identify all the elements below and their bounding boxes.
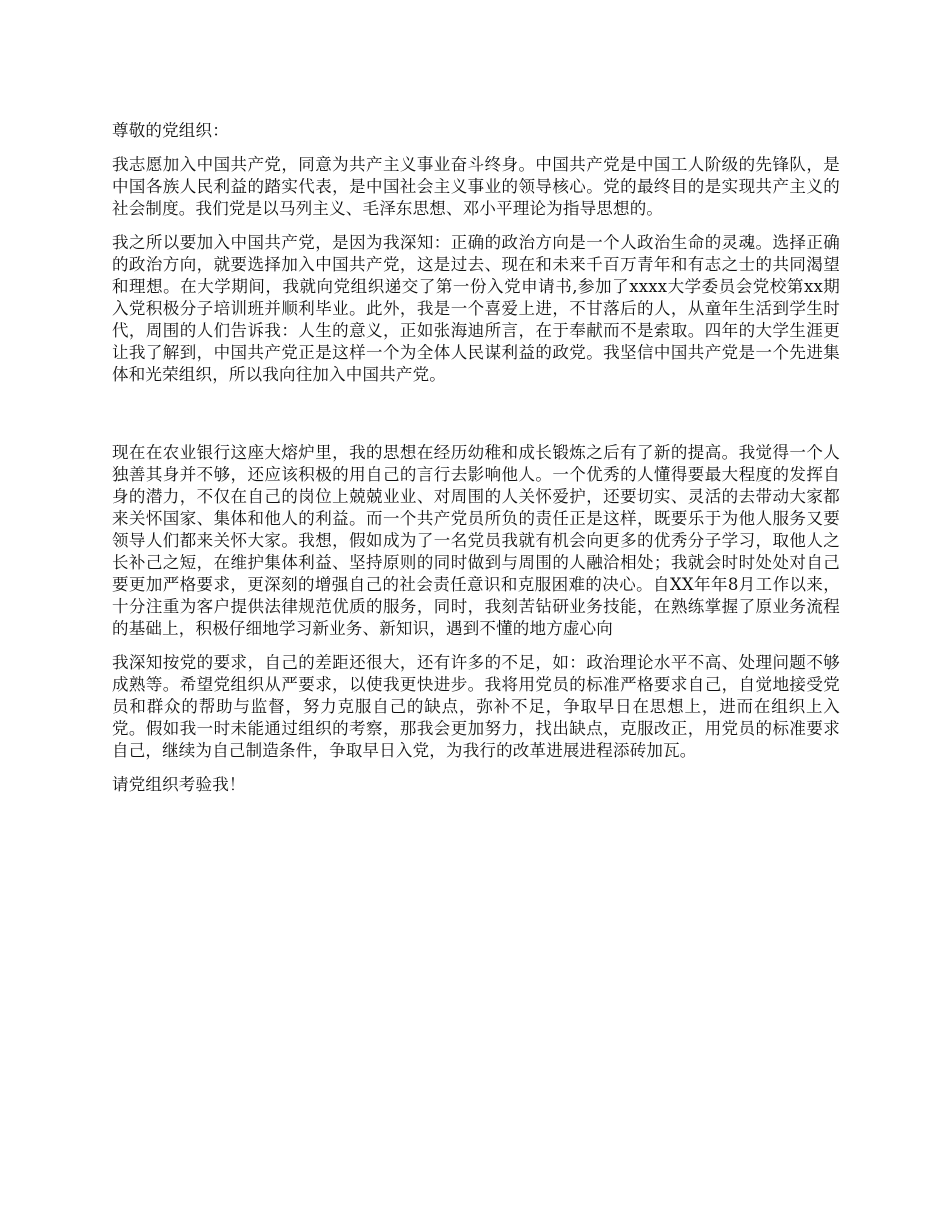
paragraph-3: 现在在农业银行这座大熔炉里，我的思想在经历幼稚和成长锻炼之后有了新的提高。我觉得一个人独善其身并不够，还应该积极的用自己的言行去影响他人。一个优秀的人懂得要最大程度的发挥自身的潜力，不仅在自己的岗位上兢兢业业、对周围的人关怀爱护，还要切实、灵活的去带动大家都来关怀国家、集体和他人的利益。而一个共产党员所负的责任正是这样，既要乐于为他人服务又要领导人们都来关怀大家。我想，假如成为了一名党员我就有机会向更多的优秀分子学习，取他人之长补己之短，在维护集体利益、坚持原则的同时做到与周围的人融洽相处；我就会时时处处对自己要更加严格要求，更深刻的增强自己的社会责任意识和克服困难的决心。自XX年年8月工作以来，十分注重为客户提供法律规范优质的服务，同时，我刻苦钻研业务技能，在熟练掌握了原业务流程的基础上，积极仔细地学习新业务、新知识，遇到不懂的地方虚心向 <box>112 443 840 638</box>
salutation: 尊敬的党组织： <box>112 121 229 140</box>
paragraph-2: 我之所以要加入中国共产党，是因为我深知：正确的政治方向是一个人政治生命的灵魂。选择正确的政治方向，就要选择加入中国共产党，这是过去、现在和未来千百万青年和有志之士的共同渴望和理想。在大学期间，我就向党组织递交了第一份入党申请书,参加了xxxx大学委员会党校第xx期入党积极分子培训班并顺利毕业。此外，我是一个喜爱上进，不甘落后的人，从童年生活到学生时代，周围的人们告诉我：人生的意义，正如张海迪所言，在于奉献而不是索取。四年的大学生涯更让我了解到，中国共产党正是这样一个为全体人民谋利益的政党。我坚信中国共产党是一个先进集体和光荣组织，所以我向往加入中国共产党。 <box>112 233 840 384</box>
paragraph-4: 我深知按党的要求，自己的差距还很大，还有许多的不足，如：政治理论水平不高、处理问题不够成熟等。希望党组织从严要求，以使我更快进步。我将用党员的标准严格要求自己，自觉地接受党员和群众的帮助与监督，努力克服自己的缺点，弥补不足，争取早日在思想上，进而在组织上入党。假如我一时未能通过组织的考察，那我会更加努力，找出缺点，克服改正，用党员的标准要求自己，继续为自己制造条件，争取早日入党，为我行的改革进展进程添砖加瓦。 <box>112 653 840 760</box>
document-body <box>112 120 840 796</box>
closing-line: 请党组织考验我！ <box>112 775 246 794</box>
paragraph-1: 我志愿加入中国共产党，同意为共产主义事业奋斗终身。中国共产党是中国工人阶级的先锋队，是中国各族人民利益的踏实代表，是中国社会主义事业的领导核心。党的最终目的是实现共产主义的社会制度。我们党是以马列主义、毛泽东思想、邓小平理论为指导思想的。 <box>112 155 840 218</box>
